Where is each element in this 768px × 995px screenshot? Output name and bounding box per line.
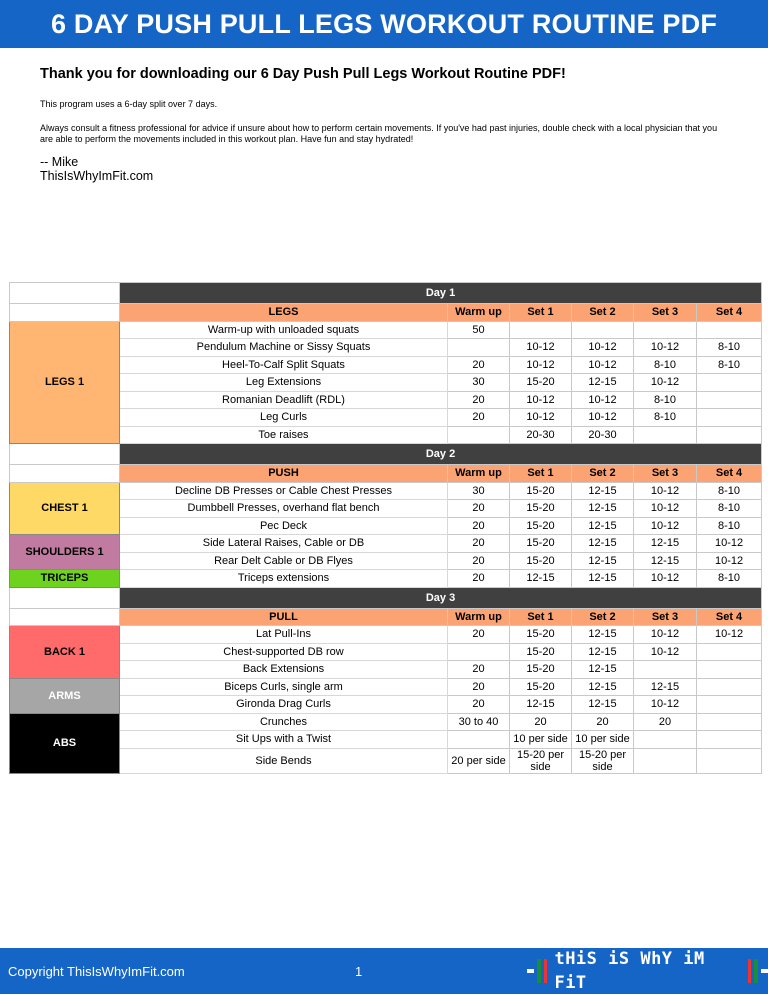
cell-s4: [697, 374, 762, 392]
exercise-row: [10, 731, 762, 749]
cell-s4: 8-10: [697, 500, 762, 518]
section-name: PUSH: [120, 465, 448, 483]
cell-s2: 12-15: [572, 500, 634, 518]
cell-s4: 8-10: [697, 339, 762, 357]
intro-paragraph-disclaimer: Always consult a fitness professional for advice if unsure about how to perform certain movements. If you've had past injuries, double check with a local physician that you are able to perform the movements included in this workout plan. Have fun and stay hydrated!: [40, 123, 718, 144]
title-banner: [0, 0, 768, 48]
cell-s1: [510, 321, 572, 339]
cell-s1: 10-12: [510, 339, 572, 357]
cell-s4: [697, 321, 762, 339]
brand-logo: [527, 949, 768, 993]
cell-warm: 20: [448, 391, 510, 409]
exercise-row: [10, 626, 762, 644]
cell-warm: 30: [448, 482, 510, 500]
cell-s4: 10-12: [697, 552, 762, 570]
cell-s4: [697, 426, 762, 444]
cell-warm: 20: [448, 409, 510, 427]
cell-s3: 8-10: [634, 391, 697, 409]
exercise-row: [10, 552, 762, 570]
cell-s1: 12-15: [510, 570, 572, 588]
day-header-row: [10, 283, 762, 304]
column-header-s3: Set 3: [634, 465, 697, 483]
cell-s2: 12-15: [572, 570, 634, 588]
cell-s3: 10-12: [634, 374, 697, 392]
exercise-name: Gironda Drag Curls: [120, 696, 448, 714]
cell-s3: [634, 661, 697, 679]
day-label: Day 2: [120, 444, 762, 465]
muscle-group-label: ARMS: [10, 678, 120, 713]
signature: [40, 155, 730, 183]
cell-warm: 20: [448, 356, 510, 374]
cell-warm: 20: [448, 696, 510, 714]
intro-paragraph-split: This program uses a 6-day split over 7 days.: [40, 99, 218, 109]
exercise-name: Back Extensions: [120, 661, 448, 679]
logo-bar-green-right: [754, 959, 758, 983]
muscle-group-label: ABS: [10, 713, 120, 773]
cell-s2: 12-15: [572, 374, 634, 392]
cell-s1: 20-30: [510, 426, 572, 444]
exercise-row: [10, 356, 762, 374]
cell-warm: [448, 426, 510, 444]
exercise-name: Side Lateral Raises, Cable or DB: [120, 535, 448, 553]
cell-s3: 10-12: [634, 643, 697, 661]
cell-s2: 12-15: [572, 552, 634, 570]
logo-text: tHiS iS WhY iM FiT: [554, 949, 705, 993]
column-header-row: [10, 465, 762, 483]
muscle-group-label: CHEST 1: [10, 482, 120, 535]
exercise-row: [10, 661, 762, 679]
day-blank-cell: [10, 587, 120, 608]
cell-s4: 8-10: [697, 517, 762, 535]
cell-s1: 10-12: [510, 409, 572, 427]
muscle-group-label: BACK 1: [10, 626, 120, 679]
cell-s3: 12-15: [634, 552, 697, 570]
exercise-name: Triceps extensions: [120, 570, 448, 588]
exercise-row: [10, 500, 762, 518]
cell-s4: [697, 731, 762, 749]
signature-site: ThisIsWhyImFit.com: [40, 169, 154, 183]
cell-s1: 15-20: [510, 500, 572, 518]
exercise-name: Romanian Deadlift (RDL): [120, 391, 448, 409]
column-header-s3: Set 3: [634, 304, 697, 322]
muscle-group-label: SHOULDERS 1: [10, 535, 120, 570]
cell-s3: 20: [634, 713, 697, 731]
header-blank-cell: [10, 608, 120, 626]
exercise-name: Biceps Curls, single arm: [120, 678, 448, 696]
cell-s4: [697, 696, 762, 714]
header-blank-cell: [10, 304, 120, 322]
logo-bar-red: [544, 959, 548, 983]
exercise-name: Decline DB Presses or Cable Chest Presses: [120, 482, 448, 500]
cell-s2: 12-15: [572, 678, 634, 696]
day-header-row: [10, 587, 762, 608]
cell-s2: 10-12: [572, 409, 634, 427]
exercise-row: [10, 696, 762, 714]
cell-s2: 10-12: [572, 391, 634, 409]
cell-s1: 15-20: [510, 552, 572, 570]
day-header-row: [10, 444, 762, 465]
exercise-name: Pendulum Machine or Sissy Squats: [120, 339, 448, 357]
section-name: PULL: [120, 608, 448, 626]
cell-warm: [448, 643, 510, 661]
cell-warm: 20: [448, 678, 510, 696]
cell-warm: 30: [448, 374, 510, 392]
exercise-name: Heel-To-Calf Split Squats: [120, 356, 448, 374]
exercise-name: Rear Delt Cable or DB Flyes: [120, 552, 448, 570]
cell-s1: 15-20: [510, 643, 572, 661]
logo-dash-left: [527, 969, 534, 973]
column-header-row: [10, 304, 762, 322]
footer: [0, 948, 768, 994]
muscle-group-label: TRICEPS: [10, 570, 120, 588]
cell-s4: 8-10: [697, 570, 762, 588]
column-header-s1: Set 1: [510, 608, 572, 626]
cell-s2: 10 per side: [572, 731, 634, 749]
cell-s1: 12-15: [510, 696, 572, 714]
cell-warm: 20: [448, 517, 510, 535]
column-header-warm: Warm up: [448, 608, 510, 626]
footer-copyright: Copyright ThisIsWhyImFit.com: [8, 964, 185, 979]
exercise-row: [10, 482, 762, 500]
muscle-group-label: LEGS 1: [10, 321, 120, 444]
cell-s1: 15-20 per side: [510, 748, 572, 773]
cell-s3: 10-12: [634, 570, 697, 588]
cell-warm: 20: [448, 552, 510, 570]
cell-s4: [697, 713, 762, 731]
exercise-name: Toe raises: [120, 426, 448, 444]
exercise-name: Side Bends: [120, 748, 448, 773]
cell-s4: [697, 409, 762, 427]
exercise-row: [10, 678, 762, 696]
exercise-row: [10, 339, 762, 357]
page-number: 1: [355, 964, 363, 979]
exercise-name: Crunches: [120, 713, 448, 731]
exercise-name: Leg Extensions: [120, 374, 448, 392]
column-header-s4: Set 4: [697, 608, 762, 626]
cell-s4: [697, 748, 762, 773]
cell-s3: 10-12: [634, 696, 697, 714]
column-header-warm: Warm up: [448, 465, 510, 483]
column-header-s1: Set 1: [510, 304, 572, 322]
cell-s3: 10-12: [634, 482, 697, 500]
cell-s3: [634, 426, 697, 444]
cell-s4: 10-12: [697, 535, 762, 553]
page-title: 6 DAY PUSH PULL LEGS WORKOUT ROUTINE PDF: [50, 9, 718, 39]
cell-s2: 12-15: [572, 643, 634, 661]
column-header-s2: Set 2: [572, 608, 634, 626]
exercise-row: [10, 374, 762, 392]
day-blank-cell: [10, 283, 120, 304]
cell-s1: 10 per side: [510, 731, 572, 749]
cell-s2: 20-30: [572, 426, 634, 444]
cell-s4: [697, 678, 762, 696]
cell-s2: 20: [572, 713, 634, 731]
exercise-name: Sit Ups with a Twist: [120, 731, 448, 749]
column-header-s3: Set 3: [634, 608, 697, 626]
exercise-name: Lat Pull-Ins: [120, 626, 448, 644]
cell-warm: 20 per side: [448, 748, 510, 773]
cell-s2: 12-15: [572, 696, 634, 714]
exercise-name: Chest-supported DB row: [120, 643, 448, 661]
cell-s3: 12-15: [634, 535, 697, 553]
logo-dash-right: [761, 969, 768, 973]
exercise-name: Warm-up with unloaded squats: [120, 321, 448, 339]
column-header-row: [10, 608, 762, 626]
exercise-row: [10, 391, 762, 409]
exercise-row: [10, 321, 762, 339]
cell-s1: 15-20: [510, 626, 572, 644]
cell-s2: [572, 321, 634, 339]
cell-s2: 12-15: [572, 482, 634, 500]
cell-s3: [634, 731, 697, 749]
cell-warm: 20: [448, 500, 510, 518]
column-header-s2: Set 2: [572, 465, 634, 483]
intro-heading: Thank you for downloading our 6 Day Push Pull Legs Workout Routine PDF!: [40, 66, 566, 82]
cell-s2: 12-15: [572, 661, 634, 679]
cell-warm: [448, 339, 510, 357]
signature-name: -- Mike: [40, 155, 79, 169]
workout-table-body: [10, 283, 762, 774]
cell-s2: 10-12: [572, 339, 634, 357]
cell-s1: 20: [510, 713, 572, 731]
exercise-row: [10, 570, 762, 588]
cell-warm: 20: [448, 535, 510, 553]
day-label: Day 1: [120, 283, 762, 304]
cell-warm: 50: [448, 321, 510, 339]
exercise-name: Leg Curls: [120, 409, 448, 427]
cell-s1: 10-12: [510, 356, 572, 374]
exercise-row: [10, 517, 762, 535]
exercise-row: [10, 409, 762, 427]
column-header-s1: Set 1: [510, 465, 572, 483]
cell-s3: 10-12: [634, 626, 697, 644]
cell-s1: 15-20: [510, 374, 572, 392]
cell-warm: 20: [448, 570, 510, 588]
cell-s3: 12-15: [634, 678, 697, 696]
cell-s4: 10-12: [697, 626, 762, 644]
cell-s3: 10-12: [634, 500, 697, 518]
cell-s2: 10-12: [572, 356, 634, 374]
exercise-row: [10, 713, 762, 731]
day-label: Day 3: [120, 587, 762, 608]
exercise-name: Dumbbell Presses, overhand flat bench: [120, 500, 448, 518]
cell-s4: 8-10: [697, 482, 762, 500]
cell-s3: 8-10: [634, 356, 697, 374]
cell-s3: 10-12: [634, 339, 697, 357]
cell-s4: [697, 391, 762, 409]
column-header-s2: Set 2: [572, 304, 634, 322]
cell-warm: 20: [448, 626, 510, 644]
logo-bar-green: [537, 959, 541, 983]
cell-s4: [697, 661, 762, 679]
column-header-s4: Set 4: [697, 465, 762, 483]
cell-s2: 12-15: [572, 626, 634, 644]
cell-s3: [634, 748, 697, 773]
intro-section: [40, 66, 730, 183]
cell-s1: 15-20: [510, 535, 572, 553]
cell-s3: [634, 321, 697, 339]
logo-bar-red-right: [748, 959, 752, 983]
cell-s4: 8-10: [697, 356, 762, 374]
cell-s1: 10-12: [510, 391, 572, 409]
exercise-row: [10, 643, 762, 661]
header-blank-cell: [10, 465, 120, 483]
workout-table: [9, 282, 762, 774]
cell-s1: 15-20: [510, 678, 572, 696]
cell-warm: 30 to 40: [448, 713, 510, 731]
cell-s4: [697, 643, 762, 661]
day-blank-cell: [10, 444, 120, 465]
cell-s1: 15-20: [510, 517, 572, 535]
exercise-row: [10, 535, 762, 553]
column-header-warm: Warm up: [448, 304, 510, 322]
cell-warm: 20: [448, 661, 510, 679]
cell-s1: 15-20: [510, 661, 572, 679]
cell-s2: 12-15: [572, 535, 634, 553]
cell-s2: 15-20 per side: [572, 748, 634, 773]
exercise-row: [10, 748, 762, 773]
column-header-s4: Set 4: [697, 304, 762, 322]
cell-s2: 12-15: [572, 517, 634, 535]
exercise-name: Pec Deck: [120, 517, 448, 535]
cell-s1: 15-20: [510, 482, 572, 500]
cell-s3: 8-10: [634, 409, 697, 427]
cell-warm: [448, 731, 510, 749]
cell-s3: 10-12: [634, 517, 697, 535]
exercise-row: [10, 426, 762, 444]
section-name: LEGS: [120, 304, 448, 322]
